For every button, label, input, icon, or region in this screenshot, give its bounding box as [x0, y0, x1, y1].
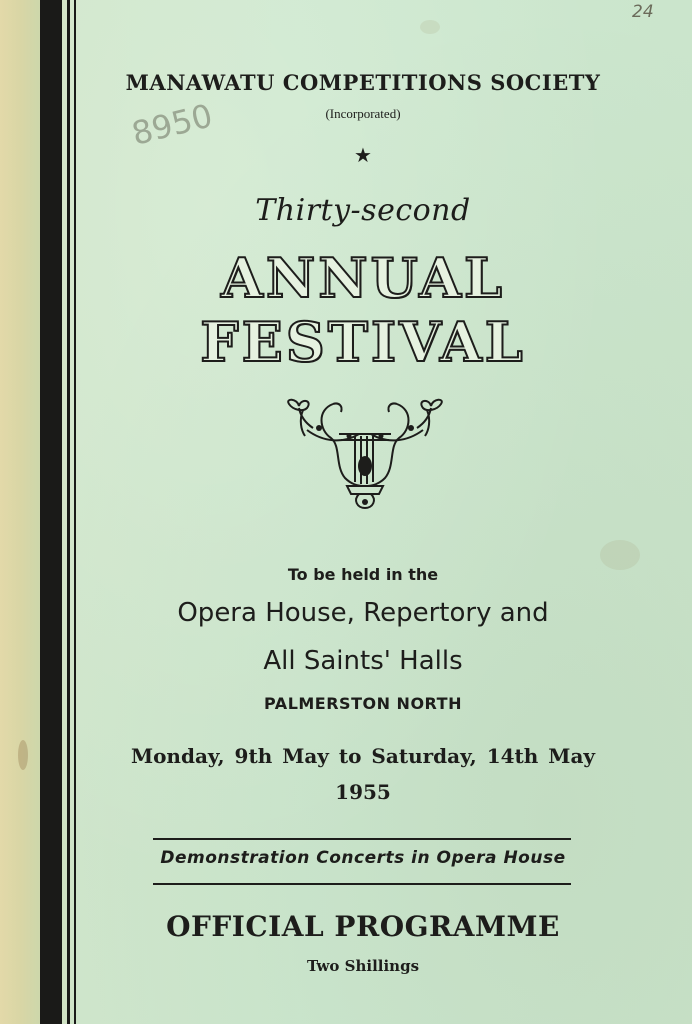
- programme-title: OFFICIAL PROGRAMME: [166, 910, 560, 943]
- programme-price: Two Shillings: [306, 957, 420, 975]
- divider-rule: [153, 838, 571, 840]
- festival-dates: Monday, 9th May to Saturday, 14th May: [130, 744, 596, 768]
- divider-rule: [153, 883, 571, 885]
- spine-bar-thick: [40, 0, 62, 1024]
- concerts-banner: Demonstration Concerts in Opera House: [160, 848, 566, 868]
- title-festival: FESTIVAL: [200, 310, 526, 374]
- paper-stain: [420, 20, 440, 34]
- venue-intro: To be held in the: [287, 565, 439, 584]
- title-annual: ANNUAL: [221, 246, 505, 310]
- spine-bar-thin: [67, 0, 70, 1024]
- venue-line-2: All Saints' Halls: [263, 646, 463, 676]
- festival-ordinal: Thirty-second: [255, 193, 471, 228]
- incorporated-label: (Incorporated): [325, 106, 401, 121]
- society-name: MANAWATU COMPETITIONS SOCIETY: [125, 70, 601, 95]
- festival-year: 1955: [335, 780, 391, 804]
- spine-edge: [0, 0, 40, 1024]
- venue-city: PALMERSTON NORTH: [264, 694, 462, 713]
- lyre-icon: [283, 396, 447, 522]
- handwritten-page-number: 24: [632, 2, 654, 22]
- paper-stain: [18, 740, 28, 770]
- spine-bar-thin: [74, 0, 76, 1024]
- venue-line-1: Opera House, Repertory and: [177, 598, 549, 628]
- pencil-note: 8950: [128, 96, 217, 153]
- star-ornament: ★: [354, 143, 372, 167]
